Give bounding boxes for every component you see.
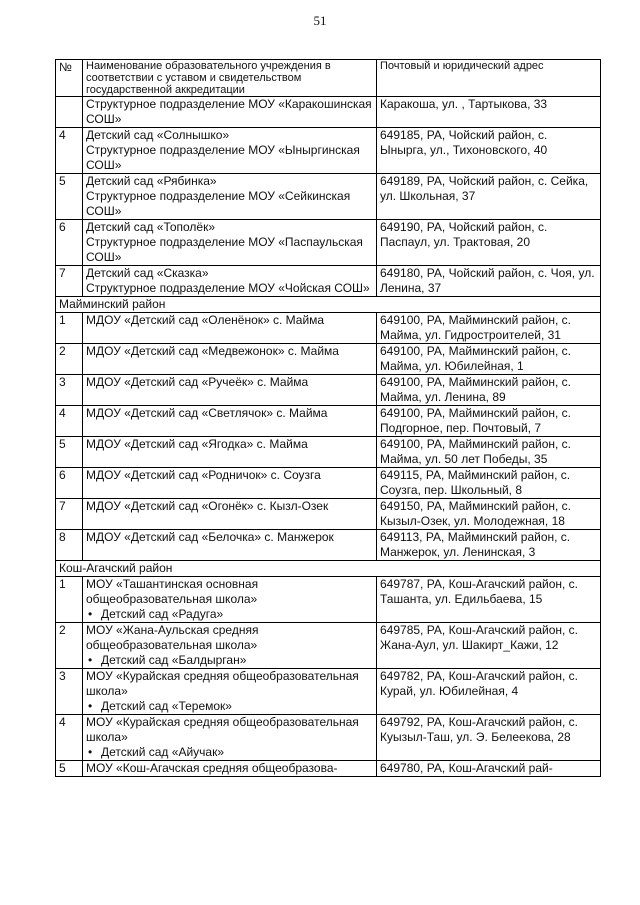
institution-name-line: МДОУ «Детский сад «Огонёк» с. Кызл-Озек [86, 499, 329, 513]
institution-name-cell [83, 266, 377, 297]
institution-name-line: Структурное подразделение МОУ «Ыныргинская СОШ» [86, 143, 360, 172]
institution-name-line: МДОУ «Детский сад «Оленёнок» с. Майма [86, 313, 325, 327]
institution-name-line: Структурное подразделение МОУ «Каракошинская СОШ» [86, 97, 372, 126]
institution-name-cell [83, 220, 377, 266]
section-title: Кош-Агачский район [56, 561, 601, 577]
row-number: 4 [56, 715, 83, 761]
institution-name-cell [83, 623, 377, 669]
institution-name-line: Структурное подразделение МОУ «Сейкинская СОШ» [86, 189, 351, 218]
institution-name-line: Структурное подразделение МОУ «Паспаульская СОШ» [86, 235, 363, 264]
institution-name-cell [83, 313, 377, 344]
institution-name-cell [83, 715, 377, 761]
address-cell: 649113, РА, Майминский район, с. Манжерок, ул. Ленинская, 3 [377, 530, 601, 561]
institutions-table [55, 59, 601, 777]
row-number: 7 [56, 266, 83, 297]
institution-name-line: МДОУ «Детский сад «Ягодка» с. Майма [86, 437, 308, 451]
institution-name-line: МДОУ «Детский сад «Ручеёк» с. Майма [86, 375, 309, 389]
table-row [56, 499, 601, 530]
kindergarten-bullet: • Детский сад «Радуга» [86, 607, 373, 622]
institution-name-cell [83, 761, 377, 777]
address-cell: 649780, РА, Кош-Агачский рай- [377, 761, 601, 777]
institution-name-line: Детский сад «Сказка» [86, 266, 209, 280]
header-name: Наименование образовательного учреждения в соответствии с уставом и свидетельством государственной аккредитации [83, 60, 377, 97]
institution-name-cell [83, 344, 377, 375]
address-cell: 649100, РА, Майминский район, с. Майма, ул. Ленина, 89 [377, 375, 601, 406]
institution-name-line: МОУ «Ташантинская основная общеобразовательная школа» [86, 577, 259, 606]
address-cell: 649115, РА, Майминский район, с. Соузга, пер. Школьный, 8 [377, 468, 601, 499]
kindergarten-bullet: • Детский сад «Балдырган» [86, 653, 373, 668]
section-title: Майминский район [56, 297, 601, 313]
institution-name-cell [83, 499, 377, 530]
header-number: № [56, 60, 83, 97]
institution-name-line: МОУ «Жана-Аульская средняя общеобразовательная школа» [86, 623, 259, 652]
header-address: Почтовый и юридический адрес [377, 60, 601, 97]
row-number: 1 [56, 577, 83, 623]
institution-name-line: МОУ «Курайская средняя общеобразовательная школа» [86, 669, 359, 698]
row-number: 1 [56, 313, 83, 344]
institution-name-cell [83, 174, 377, 220]
row-number: 8 [56, 530, 83, 561]
address-cell: 649190, РА, Чойский район, с. Паспаул, ул. Трактовая, 20 [377, 220, 601, 266]
address-cell: 649100, РА, Майминский район, с. Подгорное, пер. Почтовый, 7 [377, 406, 601, 437]
table-row [56, 220, 601, 266]
institution-name-line: Детский сад «Солнышко» [86, 128, 230, 142]
institution-name-line: МДОУ «Детский сад «Светлячок» с. Майма [86, 406, 328, 420]
institution-name-cell [83, 577, 377, 623]
table-body [56, 97, 601, 777]
row-number: 2 [56, 344, 83, 375]
row-number: 5 [56, 174, 83, 220]
table-row [56, 375, 601, 406]
row-number: 4 [56, 406, 83, 437]
table-row [56, 437, 601, 468]
institution-name-cell [83, 375, 377, 406]
table-row [56, 97, 601, 128]
table-row [56, 344, 601, 375]
row-number: 2 [56, 623, 83, 669]
table-row [56, 623, 601, 669]
row-number: 5 [56, 437, 83, 468]
address-cell: 649185, РА, Чойский район, с. Ынырга, ул., Тихоновского, 40 [377, 128, 601, 174]
institution-name-line: МОУ «Курайская средняя общеобразовательная школа» [86, 715, 359, 744]
address-cell: 649792, РА, Кош-Агачский район, с. Куызыл-Таш, ул. Э. Белеекова, 28 [377, 715, 601, 761]
institution-name-cell [83, 128, 377, 174]
table-row [56, 530, 601, 561]
section-row [56, 297, 601, 313]
institution-name-line: МДОУ «Детский сад «Родничок» с. Соузга [86, 468, 321, 482]
institution-name-cell [83, 406, 377, 437]
institution-name-cell [83, 669, 377, 715]
institution-name-cell [83, 437, 377, 468]
institution-name-cell [83, 97, 377, 128]
address-cell: 649150, РА, Майминский район, с. Кызыл-Озек, ул. Молодежная, 18 [377, 499, 601, 530]
institution-name-line: МОУ «Кош-Агачская средняя общеобразова- [86, 761, 338, 775]
institution-name-cell [83, 468, 377, 499]
institution-name-line: МДОУ «Детский сад «Медвежонок» с. Майма [86, 344, 339, 358]
row-number: 7 [56, 499, 83, 530]
row-number: 3 [56, 669, 83, 715]
address-cell: 649100, РА, Майминский район, с. Майма, ул. Юбилейная, 1 [377, 344, 601, 375]
table-header-row [56, 60, 601, 97]
row-number: 5 [56, 761, 83, 777]
table-row [56, 669, 601, 715]
table-row [56, 468, 601, 499]
table-row [56, 266, 601, 297]
row-number: 6 [56, 220, 83, 266]
institution-name-line: Детский сад «Тополёк» [86, 220, 216, 234]
address-cell: 649100, РА, Майминский район, с. Майма, ул. Гидростроителей, 31 [377, 313, 601, 344]
institution-name-line: Структурное подразделение МОУ «Чойская СОШ» [86, 281, 370, 295]
table-row [56, 313, 601, 344]
row-number: 4 [56, 128, 83, 174]
address-cell: 649785, РА, Кош-Агачский район, с. Жана-Аул, ул. Шакирт_Кажи, 12 [377, 623, 601, 669]
section-row [56, 561, 601, 577]
address-cell: 649782, РА, Кош-Агачский район, с. Курай, ул. Юбилейная, 4 [377, 669, 601, 715]
kindergarten-bullet: • Детский сад «Айучак» [86, 745, 373, 760]
row-number: 6 [56, 468, 83, 499]
page-number: 51 [313, 13, 327, 28]
row-number [56, 97, 83, 128]
institution-name-line: МДОУ «Детский сад «Белочка» с. Манжерок [86, 530, 334, 544]
address-cell: 649180, РА, Чойский район, с. Чоя, ул. Ленина, 37 [377, 266, 601, 297]
table-row [56, 128, 601, 174]
table-row [56, 761, 601, 777]
address-cell: 649787, РА, Кош-Агачский район, с. Ташанта, ул. Едильбаева, 15 [377, 577, 601, 623]
address-cell: 649100, РА, Майминский район, с. Майма, ул. 50 лет Победы, 35 [377, 437, 601, 468]
table-row [56, 577, 601, 623]
institution-name-cell [83, 530, 377, 561]
table-row [56, 174, 601, 220]
address-cell: Каракоша, ул. , Тартыкова, 33 [377, 97, 601, 128]
row-number: 3 [56, 375, 83, 406]
table-row [56, 715, 601, 761]
kindergarten-bullet: • Детский сад «Теремок» [86, 699, 373, 714]
institution-name-line: Детский сад «Рябинка» [86, 174, 217, 188]
address-cell: 649189, РА, Чойский район, с. Сейка, ул. Школьная, 37 [377, 174, 601, 220]
table-row [56, 406, 601, 437]
